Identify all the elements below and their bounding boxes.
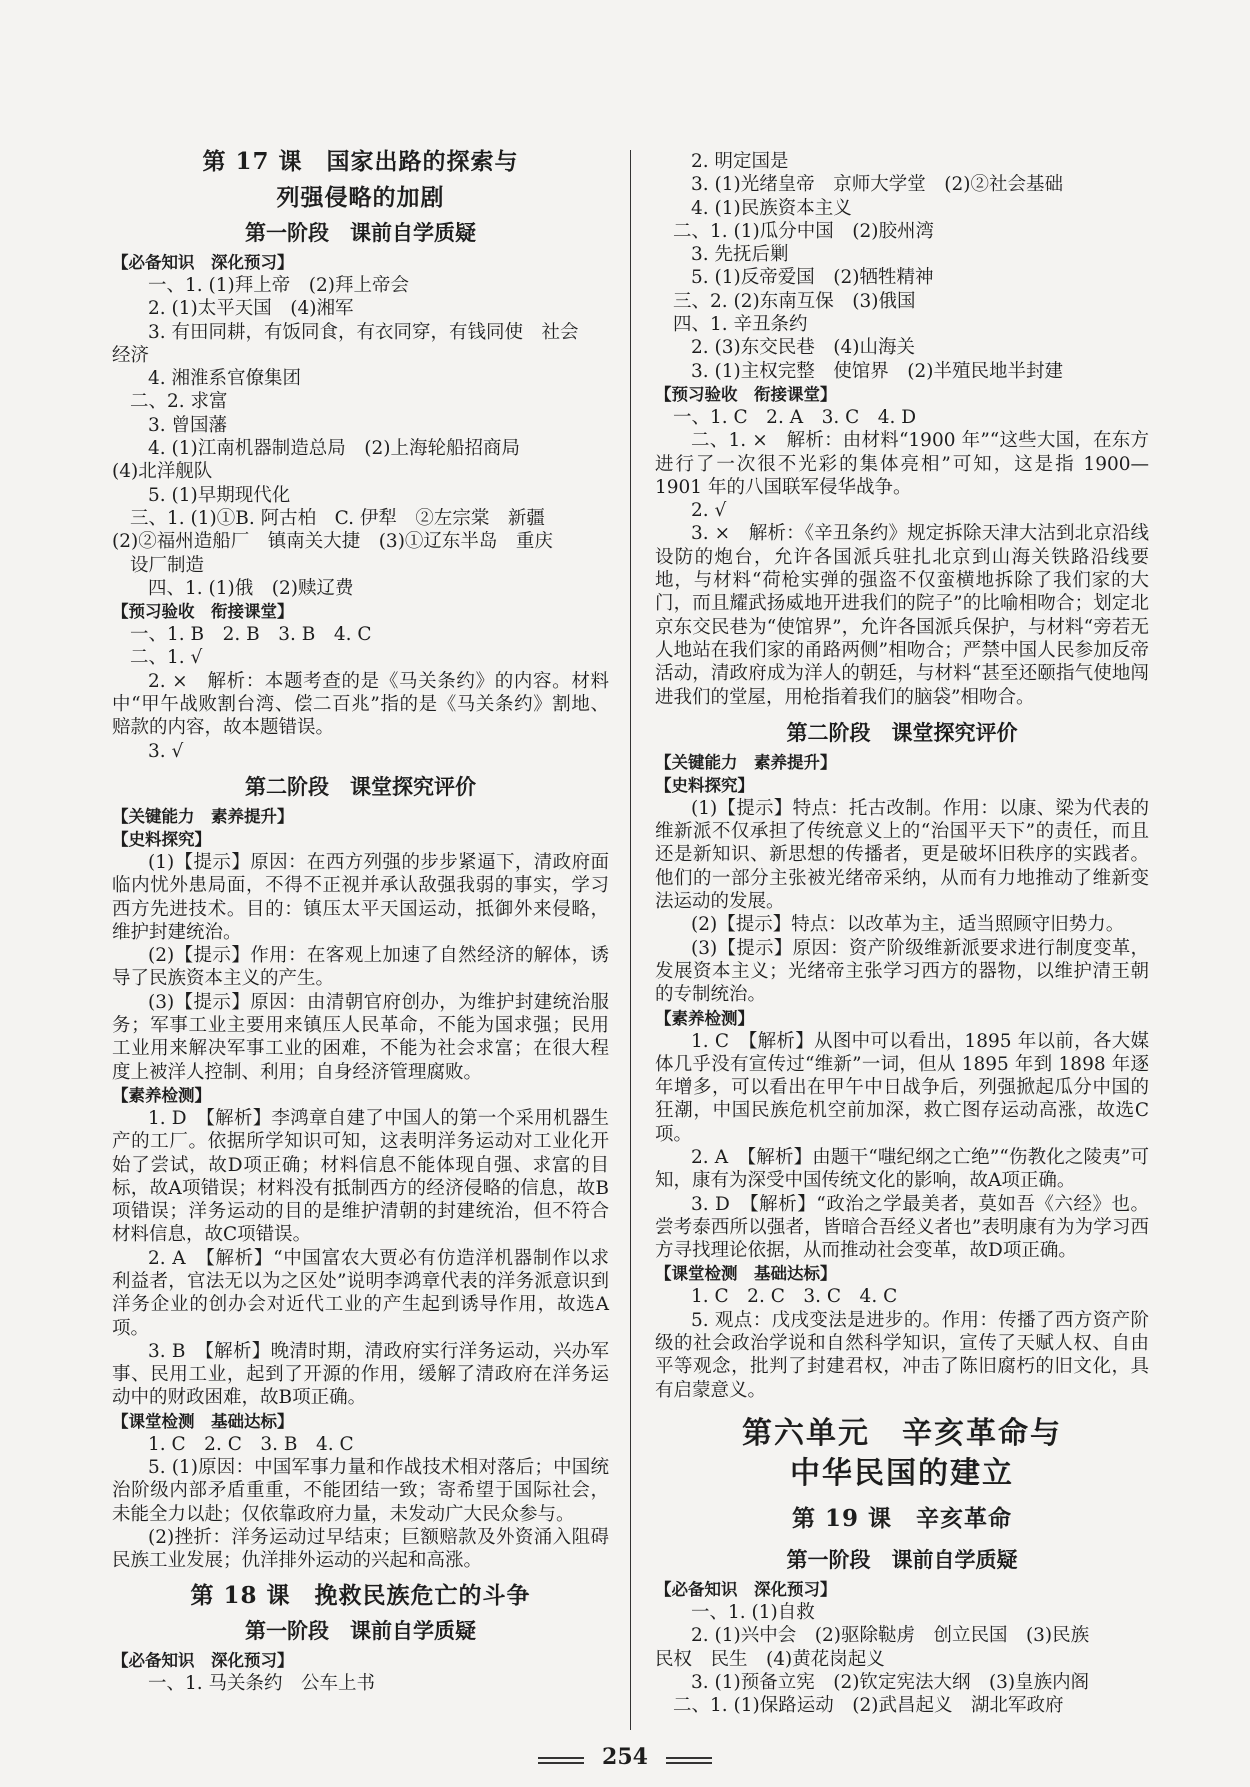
answer-line: 2. √	[691, 500, 727, 522]
stage-heading: 第一阶段 课前自学质疑	[786, 1546, 1018, 1572]
footer-rule-left	[538, 1757, 584, 1759]
section-tag: 【史料探究】	[655, 775, 754, 795]
stage-heading: 第一阶段 课前自学质疑	[245, 1617, 476, 1643]
answer-line: 3. √	[148, 740, 184, 762]
section-tag: 【关键能力 素养提升】	[112, 806, 294, 826]
answer-paragraph: 5. 观点：戊戌变法是进步的。作用：传播了西方资产阶级的社会政治学说和自然科学知识，宣传了天赋人权、自由平等观念，批判了封建君权，冲击了陈旧腐朽的旧文化，具有启蒙意义。	[655, 1309, 1149, 1401]
page-footer	[0, 1744, 1250, 1770]
stage-heading: 第二阶段 课堂探究评价	[245, 773, 476, 799]
right-column	[655, 150, 1149, 1717]
section-tag: 【预习验收 衔接课堂】	[655, 384, 837, 404]
answer-line: 二、1. (1)保路运动 (2)武昌起义 湖北军政府	[673, 1695, 1064, 1717]
answer-line: 二、1. √	[130, 647, 203, 669]
lesson-17-title-line2: 列强侵略的加剧	[276, 184, 445, 211]
answer-line: 5. (1)早期现代化	[148, 484, 291, 506]
answer-paragraph: 2. A 【解析】“中国富农大贾必有仿造洋机器制作以求利益者，官法无以为之区处”说明李鸿章代表的洋务派意识到洋务企业的创办会对近代工业的产生起到诱导作用，故选A项。	[112, 1247, 609, 1339]
answer-paragraph: 3. B 【解析】晚清时期，清政府实行洋务运动，兴办军事、民用工业，起到了开源的作用，缓解了清政府在洋务运动中的财政困难，故B项正确。	[112, 1340, 609, 1409]
page-number: 254	[602, 1744, 648, 1770]
answer-line: 三、2. (2)东南互保 (3)俄国	[673, 290, 916, 312]
answer-line: 2. (1)兴中会 (2)驱除鞑虏 创立民国 (3)民族	[691, 1625, 1090, 1647]
answer-line: 经济	[112, 344, 150, 366]
lesson-19-title: 第 19 课 辛亥革命	[791, 1504, 1013, 1532]
answer-line: (4)北洋舰队	[112, 461, 213, 483]
answer-line: (2)②福州造船厂 镇南关大捷 (3)①辽东半岛 重庆	[112, 531, 553, 553]
answer-paragraph: (3)【提示】原因：由清朝官府创办，为维护封建统治服务；军事工业主要用来镇压人民革命，不能为国求强；民用工业用来解决军事工业的困难，不能为社会求富；在很大程度上被洋人控制、利用；自身经济管理腐败。	[112, 991, 609, 1083]
lesson-18-title: 第 18 课 挽救民族危亡的斗争	[190, 1581, 531, 1609]
answer-paragraph: (2)挫折：洋务运动过早结束；巨额赔款及外资涌入阻碍民族工业发展；仇洋排外运动的兴起和高涨。	[112, 1526, 609, 1572]
answer-line: 3. (1)预备立宪 (2)钦定宪法大纲 (3)皇族内阁	[691, 1671, 1090, 1693]
answer-paragraph: 1. C 【解析】从图中可以看出，1895 年以前，各大媒体几乎没有宣传过“维新”一词，但从 1895 年到 1898 年逐年增多，可以看出在甲午中日战争后，列强掀起瓜分中国的狂潮，中国民族危机空前加深，救亡图存运动高涨，故选C项。	[655, 1030, 1149, 1145]
answer-paragraph: 3. × 解析：《辛丑条约》规定拆除天津大沽到北京沿线设防的炮台，允许各国派兵驻扎北京到山海关铁路沿线要地，与材料“荷枪实弹的强盗不仅蛮横地拆除了我们家的大门，而且耀武扬威地开进我们的院子”的比喻相吻合；划定北京东交民巷为“使馆界”，允许各国派兵保护，与材料“旁若无人地站在我们家的甬路两侧”相吻合；严禁中国人民参加反帝活动，清政府成为洋人的朝廷，与材料“甚至还颐指气使地闯进我们的堂屋，用枪指着我们的脑袋”相吻合。	[655, 523, 1149, 708]
section-tag: 【课堂检测 基础达标】	[112, 1411, 294, 1431]
answer-line: 3. 曾国藩	[148, 414, 228, 436]
answer-line: 二、1. (1)瓜分中国 (2)胶州湾	[673, 220, 934, 242]
answer-line: 二、2. 求富	[130, 391, 228, 413]
left-column	[112, 143, 609, 1695]
answer-paragraph: 二、1. × 解析：由材料“1900 年”“这些大国，在东方进行了一次很不光彩的集体亮相”可知，这是指 1900—1901 年的八国联军侵华战争。	[655, 430, 1149, 498]
section-tag: 【必备知识 深化预习】	[112, 253, 294, 272]
answer-line: 1. C 2. C 3. C 4. C	[691, 1286, 898, 1308]
stage-heading: 第二阶段 课堂探究评价	[786, 719, 1018, 745]
section-tag: 【课堂检测 基础达标】	[655, 1264, 837, 1284]
answer-line: 2. (3)东交民巷 (4)山海关	[691, 337, 915, 359]
answer-line: 民权 民生 (4)黄花岗起义	[655, 1648, 885, 1670]
answer-line: 3. 先抚后剿	[691, 244, 789, 266]
section-tag: 【史料探究】	[112, 829, 211, 849]
section-tag: 【必备知识 深化预习】	[112, 1650, 294, 1670]
answer-paragraph: (1)【提示】特点：托古改制。作用：以康、梁为代表的维新派不仅承担了传统意义上的“治国平天下”的责任，而且还是新知识、新思想的传播者，更是破坏旧秩序的实践者。他们的一部分主张被光绪帝采纳，从而有力地推动了维新变法运动的发展。	[655, 797, 1149, 913]
answer-line: 设厂制造	[130, 554, 205, 576]
answer-paragraph: (2)【提示】特点：以改革为主，适当照顾守旧势力。	[691, 914, 1125, 936]
answer-line: 1. C 2. C 3. B 4. C	[148, 1433, 354, 1455]
stage-heading: 第一阶段 课前自学质疑	[245, 220, 476, 245]
answer-line: 四、1. 辛丑条约	[673, 314, 808, 336]
answer-line: 3. (1)主权完整 使馆界 (2)半殖民地半封建	[691, 360, 1063, 382]
answer-paragraph: 3. D 【解析】“政治之学最美者，莫如吾《六经》也。尝考泰西所以强者，皆暗合吾经义者也”表明康有为为学习西方寻找理论依据，从而推动社会变革，故D项正确。	[655, 1193, 1149, 1262]
unit-title-line2: 中华民国的建立	[790, 1455, 1014, 1491]
answer-line: 4. (1)江南机器制造总局 (2)上海轮船招商局	[148, 438, 520, 460]
section-tag: 【必备知识 深化预习】	[655, 1579, 837, 1599]
answer-line: 四、1. (1)俄 (2)赎辽费	[148, 577, 354, 599]
answer-line: 一、1. B 2. B 3. B 4. C	[130, 624, 372, 646]
answer-line: 3. (1)光绪皇帝 京师大学堂 (2)②社会基础	[691, 174, 1063, 196]
unit-title-line1: 第六单元 辛亥革命与	[742, 1415, 1062, 1451]
answer-paragraph: (1)【提示】原因：在西方列强的步步紧逼下，清政府面临内忧外患局面，不得不正视并承认敌强我弱的事实，学习西方先进技术。目的：镇压太平天国运动，抵御外来侵略，维护封建统治。	[112, 851, 609, 943]
answer-paragraph: 5. (1)原因：中国军事力量和作战技术相对落后；中国统治阶级内部矛盾重重，不能团结一致；寄希望于国际社会，未能全力以赴；仅依靠政府力量，未发动广大民众参与。	[112, 1457, 609, 1525]
answer-paragraph: (3)【提示】原因：资产阶级维新派要求进行制度变革，发展资本主义；光绪帝主张学习西方的器物，以维护清王朝的专制统治。	[655, 937, 1149, 1006]
lesson-17-title-line1: 第 17 课 国家出路的探索与	[202, 148, 519, 175]
answer-line: 4. 湘淮系官僚集团	[148, 368, 302, 390]
answer-line: 一、1. 马关条约 公车上书	[148, 1672, 376, 1694]
column-divider	[630, 150, 631, 1730]
answer-line: 2. (1)太平天国 (4)湘军	[148, 298, 354, 320]
section-tag: 【预习验收 衔接课堂】	[112, 602, 294, 622]
answer-line: 3. 有田同耕，有饭同食，有衣同穿，有钱同使 社会	[148, 321, 579, 343]
answer-line: 一、1. (1)自救	[691, 1601, 815, 1623]
footer-rule-right	[666, 1757, 712, 1759]
answer-line: 5. (1)反帝爱国 (2)牺牲精神	[691, 267, 934, 289]
answer-line: 三、1. (1)①B. 阿古柏 C. 伊犁 ②左宗棠 新疆	[130, 507, 545, 529]
answer-paragraph: (2)【提示】作用：在客观上加速了自然经济的解体，诱导了民族资本主义的产生。	[112, 945, 609, 990]
answer-paragraph: 2. A 【解析】由题干“嗤纪纲之亡绝”“伤教化之陵夷”可知，康有为深受中国传统文化的影响，故A项正确。	[655, 1146, 1149, 1192]
answer-line: 一、1. (1)拜上帝 (2)拜上帝会	[148, 275, 409, 296]
answer-line: 2. 明定国是	[691, 151, 789, 172]
answer-paragraph: 1. D 【解析】李鸿章自建了中国人的第一个采用机器生产的工厂。依据所学知识可知，这表明洋务运动对工业化开始了尝试，故D项正确；材料信息不能体现自强、求富的目标，故A项错误；材料没有抵制西方的经济侵略的信息，故B项错误；洋务运动的目的是维护清朝的封建统治，但不符合材料信息，故C项错误。	[112, 1107, 609, 1246]
section-tag: 【素养检测】	[655, 1008, 754, 1028]
answer-line: 一、1. C 2. A 3. C 4. D	[673, 406, 917, 428]
answer-paragraph: 2. × 解析：本题考查的是《马关条约》的内容。材料中“甲午战败割台湾、偿二百兆”指的是《马关条约》割地、赔款的内容，故本题错误。	[112, 670, 609, 739]
section-tag: 【关键能力 素养提升】	[655, 752, 837, 772]
answer-line: 4. (1)民族资本主义	[691, 197, 852, 219]
section-tag: 【素养检测】	[112, 1085, 211, 1105]
